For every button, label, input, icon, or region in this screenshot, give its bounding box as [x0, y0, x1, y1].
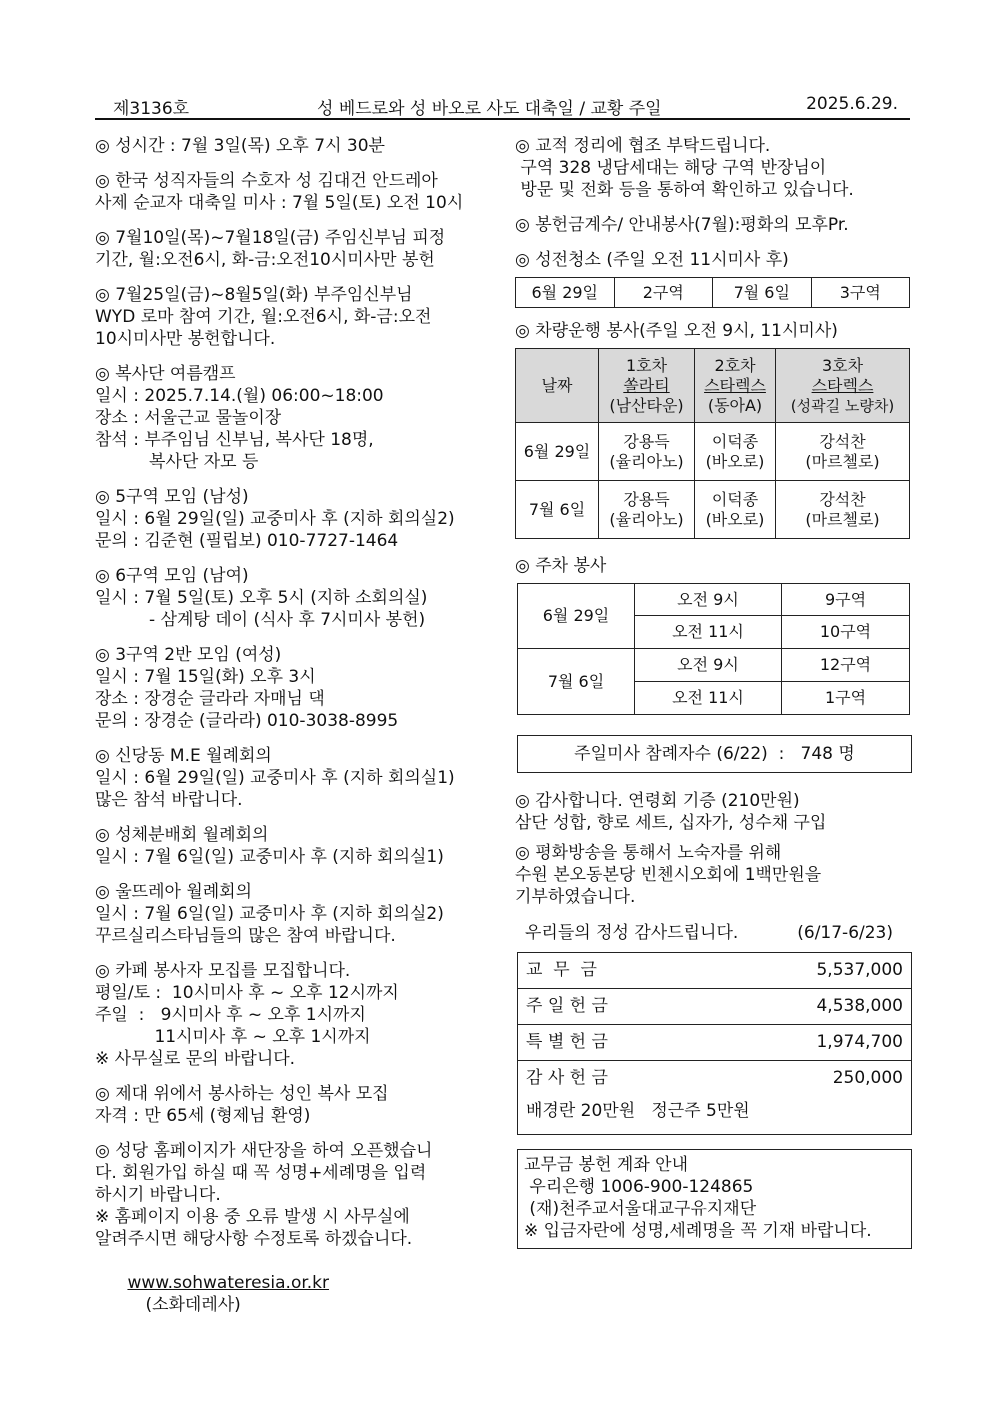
notice-eucharist-ministers: ◎ 성체분배회 월례회의 일시 : 7월 6일(일) 교중미사 후 (지하 회의실1) [95, 825, 444, 867]
table-row: 오전 11시 1구역 [518, 682, 910, 715]
vehicle-table [515, 348, 910, 539]
notice-wyd: ◎ 7월25일(금)~8월5일(화) 부주임신부님 WYD 로마 참여 기간, 월:오전6시, 화-금:오전 10시미사만 봉헌합니다. [95, 285, 432, 349]
issue-number: 제3136호 [113, 99, 190, 119]
notice-cafe-volunteers: ◎ 카페 봉사자 모집를 모집합니다. 평일/토 : 10시미사 후 ~ 오후 12시까지 주일 : 9시미사 후 ~ 오후 1시까지 11시미사 후 ~ 오후 1시까지 ※ 사무실로 문의 바랍니다. [95, 961, 399, 1069]
table-cell: 3구역 [811, 278, 910, 308]
right-column [515, 135, 911, 1249]
offering-table [517, 952, 912, 1135]
table-header: 3호차 스타렉스 (성곽길 노량차) [776, 349, 910, 423]
left-column [95, 135, 480, 1351]
notice-counting-service: ◎ 봉헌금계수/ 안내봉사(7월):평화의 모후Pr. [515, 215, 849, 235]
cleaning-table [515, 277, 910, 308]
table-row: 감 사 헌 금 250,000 [526, 1068, 903, 1088]
issue-date: 2025.6.29. [806, 94, 898, 114]
notice-altar-server-camp: ◎ 복사단 여름캠프 일시 : 2025.7.14.(월) 06:00~18:00 장소 : 서울근교 물놀이장 참석 : 부주임님 신부님, 복사단 18명, 복사단 자모 등 [95, 364, 384, 472]
vehicle-section [515, 320, 911, 539]
cleaning-section [515, 249, 911, 308]
notice-adult-servers: ◎ 제대 위에서 봉사하는 성인 복사 모집 자격 : 만 65세 (형제님 환영) [95, 1084, 389, 1126]
notice-parish-records: ◎ 교적 정리에 협조 부탁드립니다. 구역 328 냉담세대는 해당 구역 반장님이 방문 및 전화 등을 통하여 확인하고 있습니다. [515, 136, 854, 200]
offering-period: (6/17-6/23) [797, 923, 893, 943]
notice-st-andrew-kim: ◎ 한국 성직자들의 수호자 성 김대건 안드레아 사제 순교자 대축일 미사 : 7월 5일(토) 오전 10시 [95, 171, 464, 213]
parking-title: ◎ 주차 봉사 [515, 556, 607, 576]
notice-me-meeting: ◎ 신당동 M.E 월례회의 일시 : 6월 29일(일) 교중미사 후 (지하 회의실1) 많은 참석 바랍니다. [95, 746, 455, 810]
table-row: 교 무 금 5,537,000 [518, 953, 911, 989]
homepage-name: (소화데레사) [145, 1295, 241, 1315]
notice-zone6-meeting: ◎ 6구역 모임 (남여) 일시 : 7월 5일(토) 오후 5시 (지하 소회의실) - 삼계탕 데이 (식사 후 7시미사 봉헌) [95, 566, 428, 630]
page-header [95, 92, 910, 120]
table-row: 특 별 헌 금 1,974,700 [518, 1025, 911, 1061]
table-row: 주 일 헌 금 4,538,000 [518, 989, 911, 1025]
offering-section [515, 922, 911, 1135]
table-row: 오전 11시 10구역 [518, 616, 910, 649]
notice-pastor-retreat: ◎ 7월10일(목)~7월18일(금) 주임신부님 피정 기간, 월:오전6시, 화-금:오전10시미사만 봉헌 [95, 228, 446, 270]
parking-section [515, 555, 911, 715]
table-header: 1호차 쏠라티 (남산타운) [599, 349, 695, 423]
table-row: 6월 29일 오전 9시 9구역 [518, 584, 910, 616]
table-row: 6월 29일 강용득 (율리아노) 이덕종 (바오로) 강석찬 (마르첼로) [516, 423, 910, 481]
table-row: 7월 6일 강용득 (율리아노) 이덕종 (바오로) 강석찬 (마르첼로) [516, 481, 910, 539]
parking-table [517, 583, 910, 715]
offering-title: 우리들의 정성 감사드립니다. [525, 923, 739, 943]
cleaning-title: ◎ 성전청소 (주일 오전 11시미사 후) [515, 250, 789, 270]
notice-thanks-donation: ◎ 감사합니다. 연령회 기증 (210만원) 삼단 성합, 향로 세트, 십자가, 성수채 구입 [515, 791, 827, 833]
table-header: 2호차 스타렉스 (동아A) [695, 349, 776, 423]
offering-note: 배경란 20만원 정근주 5만원 [526, 1101, 750, 1121]
notice-homepage: ◎ 성당 홈페이지가 새단장을 하여 오픈했습니 다. 회원가입 하실 때 꼭 성명+세례명을 입력 하시기 바랍니다. ※ 홈페이지 이용 중 오류 발생 시 사무실에 알려주시면 해당사항 수정토록 하겠습니다. www.sohwateresia.or.kr (소화데레사) [95, 1141, 433, 1315]
notice-zone3-meeting: ◎ 3구역 2반 모임 (여성) 일시 : 7월 15일(화) 오후 3시 장소 : 장경순 글라라 자매님 댁 문의 : 장경순 (글라라) 010-3038-8995 [95, 645, 399, 731]
attendance-box: 주일미사 참례자수 (6/22) : 748 명 [517, 735, 912, 773]
table-row: 7월 6일 오전 9시 12구역 [518, 649, 910, 682]
notice-homeless-donation: ◎ 평화방송을 통해서 노숙자를 위해 수원 본오동본당 빈첸시오회에 1백만원을 기부하였습니다. [515, 843, 822, 907]
table-cell: 2구역 [614, 278, 713, 308]
table-cell: 6월 29일 [516, 278, 615, 308]
vehicle-title: ◎ 차량운행 봉사(주일 오전 9시, 11시미사) [515, 321, 838, 341]
account-box: 교무금 봉헌 계좌 안내 우리은행 1006-900-124865 (재)천주교서울대교구유지재단 ※ 입금자란에 성명,세례명을 꼭 기재 바랍니다. [517, 1149, 912, 1249]
homepage-link[interactable]: www.sohwateresia.or.kr [127, 1273, 330, 1293]
page-title: 성 베드로와 성 바오로 사도 대축일 / 교황 주일 [317, 99, 662, 119]
table-cell: 7월 6일 [713, 278, 812, 308]
notice-holy-hour: ◎ 성시간 : 7월 3일(목) 오후 7시 30분 [95, 136, 385, 156]
notice-ultreya: ◎ 울뜨레아 월례회의 일시 : 7월 6일(일) 교중미사 후 (지하 회의실2) 꾸르실리스타님들의 많은 참여 바랍니다. [95, 882, 444, 946]
table-header: 날짜 [516, 349, 599, 423]
notice-zone5-meeting: ◎ 5구역 모임 (남성) 일시 : 6월 29일(일) 교중미사 후 (지하 회의실2) 문의 : 김준현 (필립보) 010-7727-1464 [95, 487, 455, 551]
